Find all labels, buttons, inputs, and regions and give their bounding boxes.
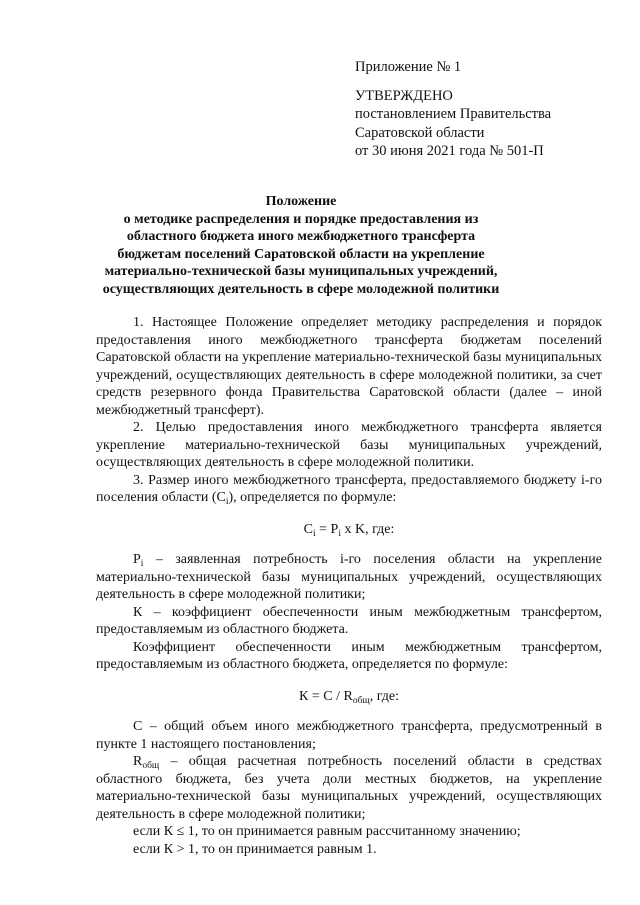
document-title: [96, 193, 506, 298]
condition-2: если К > 1, то он принимается равным 1.: [133, 841, 377, 857]
subscript: i: [312, 528, 316, 539]
definition-k: К – коэффициент обеспеченности иным межбюджетным трансфертом, предоставляемым из областного бюджета.: [96, 604, 602, 637]
subscript: i: [140, 559, 144, 569]
definition-text: – заявленная потребность i-го поселения области на укрепление материально-технической базы муниципальных учреждений, осуществляющих деятельность в сфере молодежной политики;: [96, 552, 602, 602]
title-heading: Положение: [265, 194, 337, 209]
definition-p: [96, 551, 602, 604]
formula-part: x K, где:: [340, 521, 395, 537]
paragraph-3: [96, 472, 602, 507]
paragraph-3-text-end: ), определяется по формуле:: [228, 490, 397, 505]
approval-line-2: Саратовской области: [355, 124, 485, 141]
paragraph-3-text: 3. Размер иного межбюджетного трансферта, предоставляемого бюджету i-го поселения области (C: [96, 472, 602, 505]
subscript: общ: [142, 761, 160, 771]
subscript: общ: [352, 695, 370, 706]
approved-label: УТВЕРЖДЕНО: [355, 87, 453, 104]
formula-1: [96, 521, 602, 539]
approval-line-1: постановлением Правительства: [355, 106, 552, 122]
formula-var: C: [303, 521, 313, 537]
document-body: [96, 314, 602, 858]
formula-part: К = С / R: [299, 688, 353, 704]
formula-var: R: [133, 754, 143, 769]
subscript: i: [338, 528, 341, 539]
formula-var: P: [133, 552, 141, 567]
coefficient-paragraph: Коэффициент обеспеченности иным межбюджетным трансфертом, предоставляемым из областного бюджета, определяется по формуле:: [96, 639, 602, 672]
paragraph-1: 1. Настоящее Положение определяет методику распределения и порядок предоставления иного межбюджетного трансферта бюджетам поселений Саратовской области на укрепление материально-технической базы муниципальных учреждений, осуществляющих деятельность в сфере молодежной политики, за счет средств резервного фонда Правительства Саратовской области (далее – иной межбюджетный трансферт).: [96, 315, 602, 418]
paragraph-2: 2. Целью предоставления иного межбюджетного трансферта является укрепление материально-технической базы муниципальных учреждений, осуществляющих деятельность в сфере молодежной политики.: [96, 420, 602, 470]
formula-part: = P: [315, 521, 339, 537]
title-subtitle: о методике распределения и порядке предоставления из областного бюджета иного межбюджетного трансферта бюджетам поселений Саратовской области на укрепление материально-технической базы муниципальных учреждений, осуществляющих деятельность в сфере молодежной политики: [102, 211, 500, 297]
formula-part: , где:: [369, 688, 399, 704]
appendix-label: Приложение № 1: [355, 59, 462, 75]
approval-header: [355, 58, 615, 161]
approval-line-3: от 30 июня 2021 года № 501-П: [355, 143, 544, 159]
definition-text: – общая расчетная потребность поселений области в средствах областного бюджета, без учета доли местных бюджетов, на укрепление материально-технической базы муниципальных учреждений, осуществляющих деятельность в сфере молодежной политики;: [96, 754, 602, 822]
formula-2: [96, 688, 602, 706]
definition-r: [96, 753, 602, 823]
definition-c: С – общий объем иного межбюджетного трансферта, предусмотренный в пункте 1 настоящего постановления;: [96, 719, 602, 752]
subscript: i: [225, 497, 229, 507]
condition-1: если К ≤ 1, то он принимается равным рассчитанному значению;: [133, 824, 521, 839]
